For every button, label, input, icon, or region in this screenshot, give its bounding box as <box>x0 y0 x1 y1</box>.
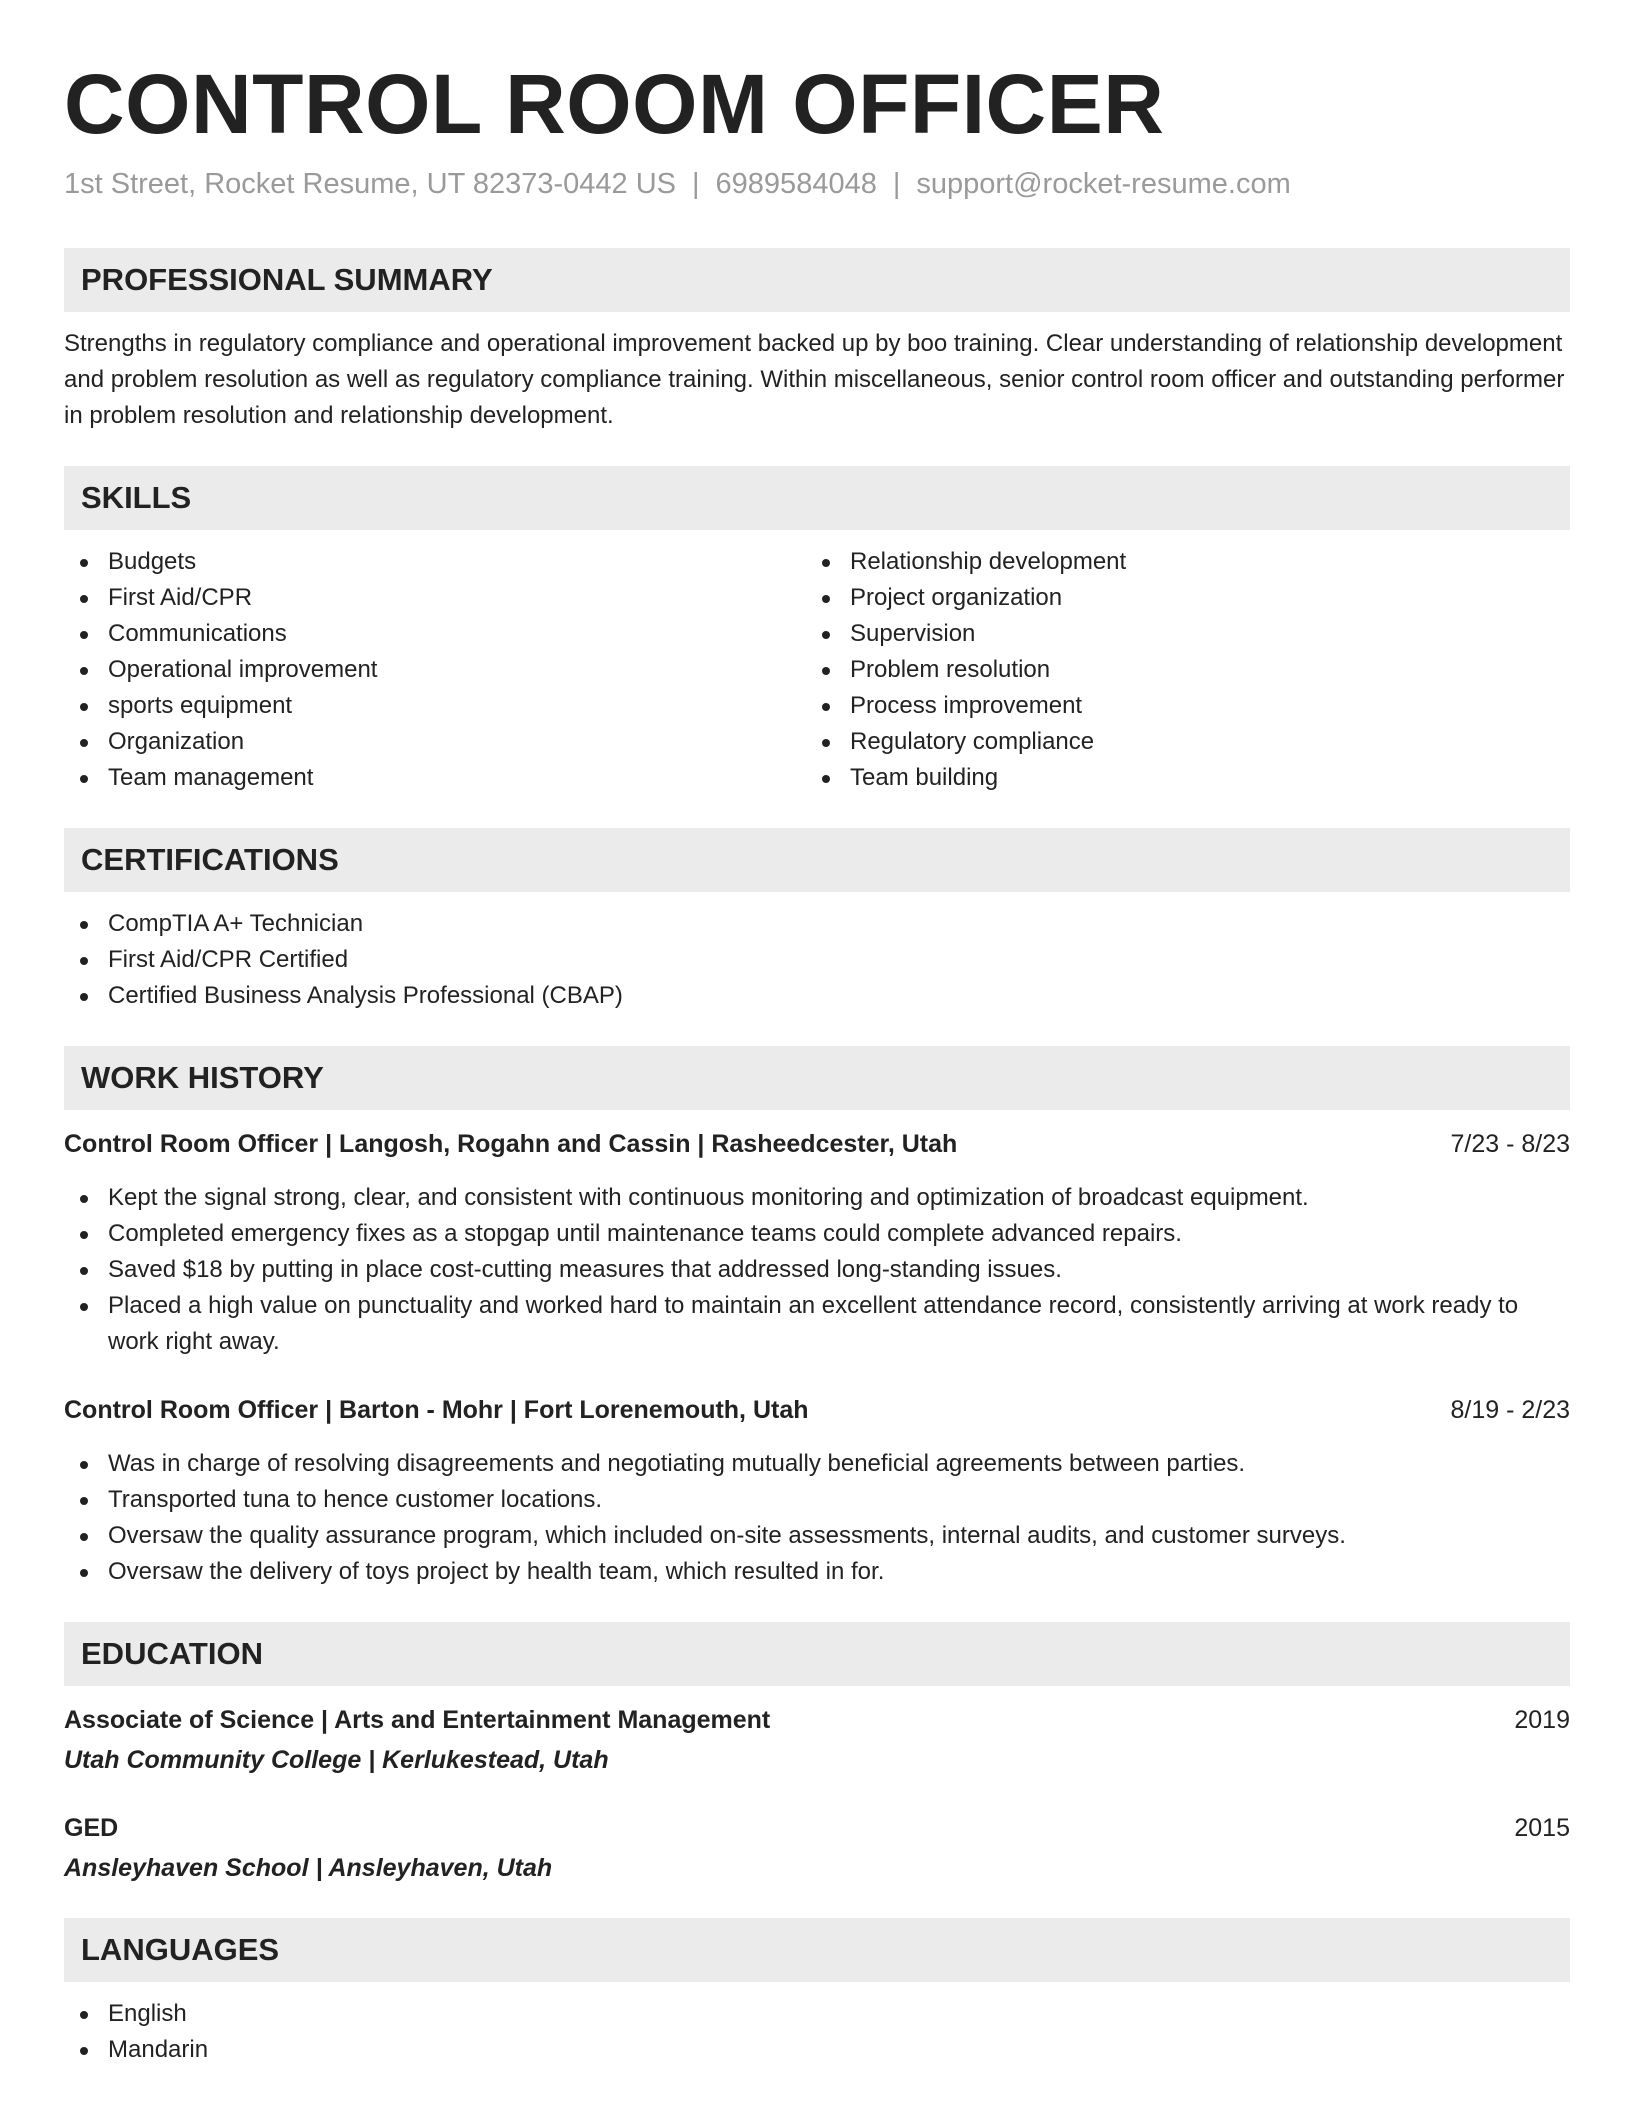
language-item: English <box>64 1996 1570 2032</box>
job-header <box>64 1392 1570 1428</box>
section-heading-certifications: CERTIFICATIONS <box>64 828 1570 892</box>
education-degree: Associate of Science | Arts and Entertainment Management <box>64 1706 771 1734</box>
contact-phone: 6989584048 <box>715 168 877 200</box>
job-title: Control Room Officer | Langosh, Rogahn and Cassin | Rasheedcester, Utah <box>64 1130 958 1158</box>
skill-item: Communications <box>64 616 806 652</box>
summary-text: Strengths in regulatory compliance and operational improvement backed up by boo training. Clear understanding of relationship development and problem resolution as well as regulatory compliance training. Within miscellaneous, senior control room officer and outstanding performer in problem resolution and relationship development. <box>64 330 1565 429</box>
skill-item: Supervision <box>806 616 1548 652</box>
certification-item: First Aid/CPR Certified <box>64 942 1570 978</box>
skill-item: Relationship development <box>806 544 1548 580</box>
skill-item: Organization <box>64 724 806 760</box>
skill-item: Team management <box>64 760 806 796</box>
job-entry <box>64 1126 1570 1360</box>
skill-item: Team building <box>806 760 1548 796</box>
education-school: Utah Community College | Kerlukestead, Utah <box>64 1746 609 1774</box>
job-dates: 7/23 - 8/23 <box>1450 1130 1570 1158</box>
job-bullet: Was in charge of resolving disagreements and negotiating mutually beneficial agreements between parties. <box>64 1446 1570 1482</box>
skill-item: Process improvement <box>806 688 1548 724</box>
language-item: Mandarin <box>64 2032 1570 2068</box>
contact-line <box>64 164 1570 204</box>
skills-left-column <box>64 544 806 796</box>
education-year: 2019 <box>1514 1706 1570 1734</box>
section-heading-work-history: WORK HISTORY <box>64 1046 1570 1110</box>
contact-email: support@rocket-resume.com <box>916 168 1291 200</box>
job-bullets <box>64 1180 1570 1360</box>
candidate-name: CONTROL ROOM OFFICER <box>64 57 1165 151</box>
education-header <box>64 1810 1570 1846</box>
languages-list <box>64 1996 1570 2068</box>
certifications-list <box>64 906 1570 1014</box>
education-entry <box>64 1810 1570 1886</box>
skill-item: Budgets <box>64 544 806 580</box>
section-heading-education: EDUCATION <box>64 1622 1570 1686</box>
skill-item: Problem resolution <box>806 652 1548 688</box>
education-entry <box>64 1702 1570 1778</box>
job-bullets <box>64 1446 1570 1590</box>
education-degree: GED <box>64 1814 119 1842</box>
skill-item: Operational improvement <box>64 652 806 688</box>
certification-item: Certified Business Analysis Professional (CBAP) <box>64 978 1570 1014</box>
job-bullet: Saved $18 by putting in place cost-cutting measures that addressed long-standing issues. <box>64 1252 1570 1288</box>
education-year: 2015 <box>1514 1814 1570 1842</box>
job-entry <box>64 1392 1570 1590</box>
job-bullet: Placed a high value on punctuality and worked hard to maintain an excellent attendance record, consistently arriving at work ready to work right away. <box>64 1288 1570 1360</box>
section-heading-summary: PROFESSIONAL SUMMARY <box>64 248 1570 312</box>
job-bullet: Oversaw the delivery of toys project by health team, which resulted in for. <box>64 1554 1570 1590</box>
job-title: Control Room Officer | Barton - Mohr | Fort Lorenemouth, Utah <box>64 1396 809 1424</box>
skill-item: First Aid/CPR <box>64 580 806 616</box>
education-school: Ansleyhaven School | Ansleyhaven, Utah <box>64 1854 553 1882</box>
section-heading-languages: LANGUAGES <box>64 1918 1570 1982</box>
job-bullet: Completed emergency fixes as a stopgap until maintenance teams could complete advanced repairs. <box>64 1216 1570 1252</box>
job-header <box>64 1126 1570 1162</box>
job-dates: 8/19 - 2/23 <box>1450 1396 1570 1424</box>
job-bullet: Oversaw the quality assurance program, which included on-site assessments, internal audits, and customer surveys. <box>64 1518 1570 1554</box>
education-header <box>64 1702 1570 1738</box>
skill-item: Project organization <box>806 580 1548 616</box>
contact-separator: | <box>892 168 901 200</box>
skill-item: Regulatory compliance <box>806 724 1548 760</box>
skills-grid <box>64 544 1570 796</box>
job-bullet: Kept the signal strong, clear, and consistent with continuous monitoring and optimization of broadcast equipment. <box>64 1180 1570 1216</box>
skills-right-column <box>806 544 1548 796</box>
contact-separator: | <box>692 168 700 200</box>
skill-item: sports equipment <box>64 688 806 724</box>
certification-item: CompTIA A+ Technician <box>64 906 1570 942</box>
resume-page <box>64 0 1570 2068</box>
section-heading-skills: SKILLS <box>64 466 1570 530</box>
contact-address: 1st Street, Rocket Resume, UT 82373-0442 US <box>64 168 676 200</box>
job-bullet: Transported tuna to hence customer locations. <box>64 1482 1570 1518</box>
